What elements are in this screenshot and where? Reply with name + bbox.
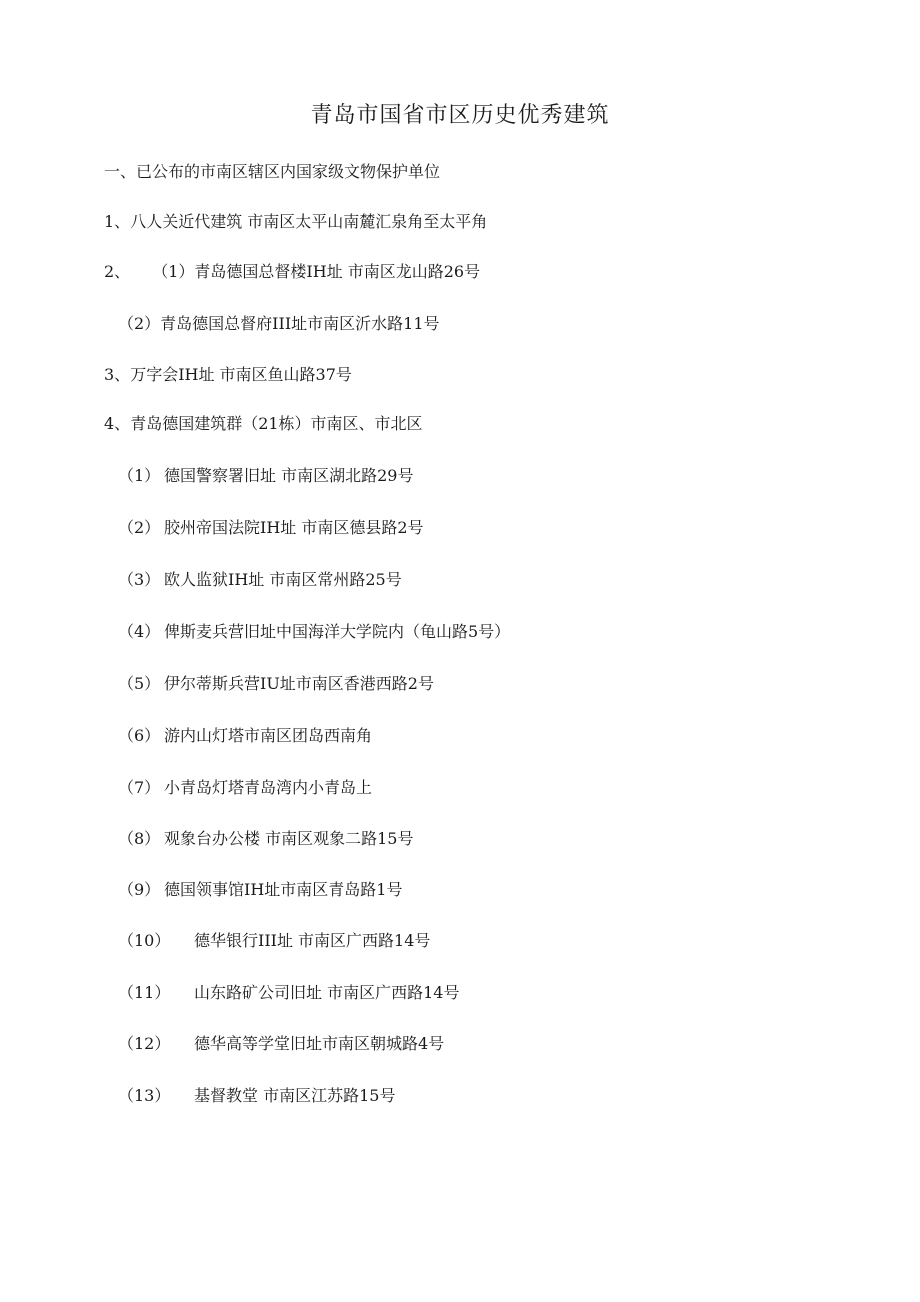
item-text: （2）青岛德国总督府III址市南区沂水路11号 xyxy=(118,314,440,333)
sub-list-item xyxy=(118,569,402,591)
sub-item-number: （7） xyxy=(118,778,161,797)
item-text: 青岛德国建筑群（21栋）市南区、市北区 xyxy=(130,414,423,433)
list-item xyxy=(104,211,487,233)
sub-item-number: （9） xyxy=(118,880,161,899)
sub-list-item xyxy=(118,828,413,850)
sub-list-item xyxy=(118,673,434,695)
sub-item-number: （12） xyxy=(118,1034,171,1053)
sub-item-text: 胶州帝国法院IH址 市南区德县路2号 xyxy=(164,518,424,537)
sub-list-item xyxy=(118,930,430,952)
sub-item-text: 基督教堂 市南区江苏路15号 xyxy=(194,1086,396,1105)
sub-item-number: （6） xyxy=(118,726,161,745)
item-number: 3、 xyxy=(104,365,131,384)
sub-item-text: 德国领事馆IH址市南区青岛路1号 xyxy=(164,880,403,899)
sub-item-text: 俾斯麦兵营旧址中国海洋大学院内（龟山路5号） xyxy=(164,622,511,641)
sub-item-number: （10） xyxy=(118,931,171,950)
item-number: 2、 xyxy=(104,262,131,281)
sub-item-text: 游内山灯塔市南区团岛西南角 xyxy=(164,726,373,745)
sub-list-item xyxy=(118,879,402,901)
sub-item-text: 德华高等学堂旧址市南区朝城路4号 xyxy=(194,1034,445,1053)
sub-item-number: （11） xyxy=(118,983,171,1002)
sub-item-text: 德华银行III址 市南区广西路14号 xyxy=(194,931,431,950)
sub-item-number: （2） xyxy=(118,518,161,537)
list-item xyxy=(104,413,423,435)
sub-list-item xyxy=(118,725,372,747)
list-item xyxy=(104,261,480,283)
sub-item-text: 欧人监狱IH址 市南区常州路25号 xyxy=(164,570,402,589)
sub-list-item xyxy=(118,1033,444,1055)
sub-item-text: 小青岛灯塔青岛湾内小青岛上 xyxy=(164,778,373,797)
sub-item-text: 伊尔蒂斯兵营IU址市南区香港西路2号 xyxy=(164,674,434,693)
document-title: 青岛市国省市区历史优秀建筑 xyxy=(310,103,610,128)
sub-list-item xyxy=(118,777,372,799)
item-text: （1）青岛德国总督楼IH址 市南区龙山路26号 xyxy=(152,262,481,281)
sub-list-item xyxy=(118,465,413,487)
sub-list-item xyxy=(118,982,459,1004)
sub-item-number: （1） xyxy=(118,466,161,485)
item-number: 4、 xyxy=(104,414,131,433)
list-item xyxy=(104,364,352,386)
sub-item-text: 观象台办公楼 市南区观象二路15号 xyxy=(164,829,414,848)
item-text: 万字会IH址 市南区鱼山路37号 xyxy=(130,365,352,384)
sub-item-number: （13） xyxy=(118,1086,171,1105)
sub-item-text: 德国警察署旧址 市南区湖北路29号 xyxy=(164,466,414,485)
sub-item-number: （4） xyxy=(118,622,161,641)
item-number: 1、 xyxy=(104,212,131,231)
sub-item-number: （8） xyxy=(118,829,161,848)
item-text: 八人关近代建筑 市南区太平山南麓汇泉角至太平角 xyxy=(130,212,488,231)
section-heading: 一、已公布的市南区辖区内国家级文物保护单位 xyxy=(104,162,441,181)
sub-list-item xyxy=(118,621,510,643)
sub-item-number: （3） xyxy=(118,570,161,589)
sub-item-text: 山东路矿公司旧址 市南区广西路14号 xyxy=(194,983,460,1002)
sub-item-number: （5） xyxy=(118,674,161,693)
list-item xyxy=(118,313,440,335)
sub-list-item xyxy=(118,1085,395,1107)
sub-list-item xyxy=(118,517,424,539)
